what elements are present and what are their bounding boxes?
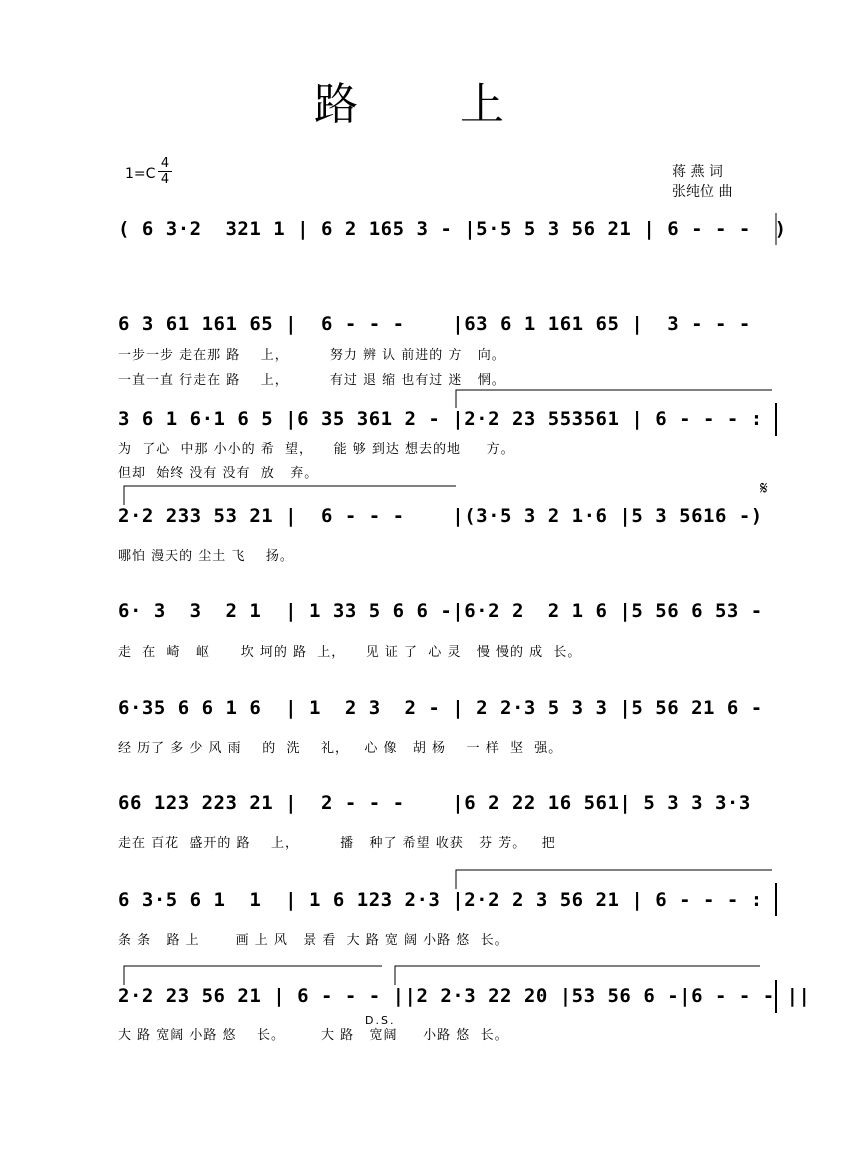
lyric-line: 大 路 宽阔 小路 悠 长。 大 路 宽阔 小路 悠 长。 xyxy=(118,1028,509,1043)
volta-bracket-1b xyxy=(456,870,772,889)
volta-bracket-2 xyxy=(124,486,456,505)
lyric-line: 条 条 路 上 画 上 风 景 看 大 路 宽 阔 小路 悠 长。 xyxy=(118,933,509,948)
lyric-line: 一步一步 走在那 路 上， 努力 辨 认 前进的 方 向。 xyxy=(118,348,506,363)
notation-row: 6·35 6 6 1 6 | 1 2 3 2 - | 2 2·3 5 3 3 |5 56 21 6 - xyxy=(118,697,763,719)
lyric-line: 为 了心 中那 小小的 希 望， 能 够 到达 想去的地 方。 xyxy=(118,442,515,457)
notation-row: 66 123 223 21 | 2 - - - |6 2 22 16 561| 5 3 3 3·3 xyxy=(118,792,751,814)
lyric-line: 哪怕 漫天的 尘土 飞 扬。 xyxy=(118,549,294,564)
key-signature: 1=C xyxy=(125,166,156,182)
notation-row: 6· 3 3 2 1 | 1 33 5 6 6 -|6·2 2 2 1 6 |5 56 6 53 - xyxy=(118,600,763,622)
composer-credit: 张纯位 曲 xyxy=(672,184,733,200)
volta-bracket-3 xyxy=(395,966,760,985)
notation-row: 6 3 61 161 65 | 6 - - - |63 6 1 161 65 | 3 - - - xyxy=(118,313,763,335)
time-numerator: 4 xyxy=(160,156,170,171)
lyricist-credit: 蒋 燕 词 xyxy=(672,164,723,180)
notation-row: 6 3·5 6 1 1 | 1 6 123 2·3 |2·2 2 3 56 21 | 6 - - - : xyxy=(118,889,763,911)
lyric-line: 但却 始终 没有 没有 放 弃。 xyxy=(118,466,319,481)
lyric-line: 经 历了 多 少 风 雨 的 洗 礼， 心 像 胡 杨 一 样 坚 强。 xyxy=(118,741,563,756)
lyric-line: 走在 百花 盛开的 路 上， 播 种了 希望 收获 芬 芳。 把 xyxy=(118,836,556,851)
volta-bracket-2b xyxy=(124,966,382,985)
lyric-line: 一直一直 行走在 路 上， 有过 退 缩 也有过 迷 惘。 xyxy=(118,373,506,388)
segno-icon: 𝄋 xyxy=(760,478,768,499)
volta-bracket-1 xyxy=(456,390,772,408)
notation-row: ( 6 3·2 321 1 | 6 2 165 3 - |5·5 5 3 56 21 | 6 - - - ) xyxy=(118,218,787,240)
notation-row: 2·2 23 56 21 | 6 - - - ||2 2·3 22 20 |53 56 6 -|6 - - - || xyxy=(118,985,811,1007)
notation-row: 2·2 233 53 21 | 6 - - - |(3·5 3 2 1·6 |5 3 5616 -) xyxy=(118,505,763,527)
song-title: 路 上 xyxy=(314,79,548,130)
dal-segno-mark: D.S. xyxy=(365,1014,396,1027)
time-denominator: 4 xyxy=(158,171,172,187)
notation-row: 3 6 1 6·1 6 5 |6 35 361 2 - |2·2 23 553561 | 6 - - - : xyxy=(118,408,763,430)
lyric-line: 走 在 崎 岖 坎 坷的 路 上， 见 证 了 心 灵 慢 慢的 成 长。 xyxy=(118,645,582,660)
